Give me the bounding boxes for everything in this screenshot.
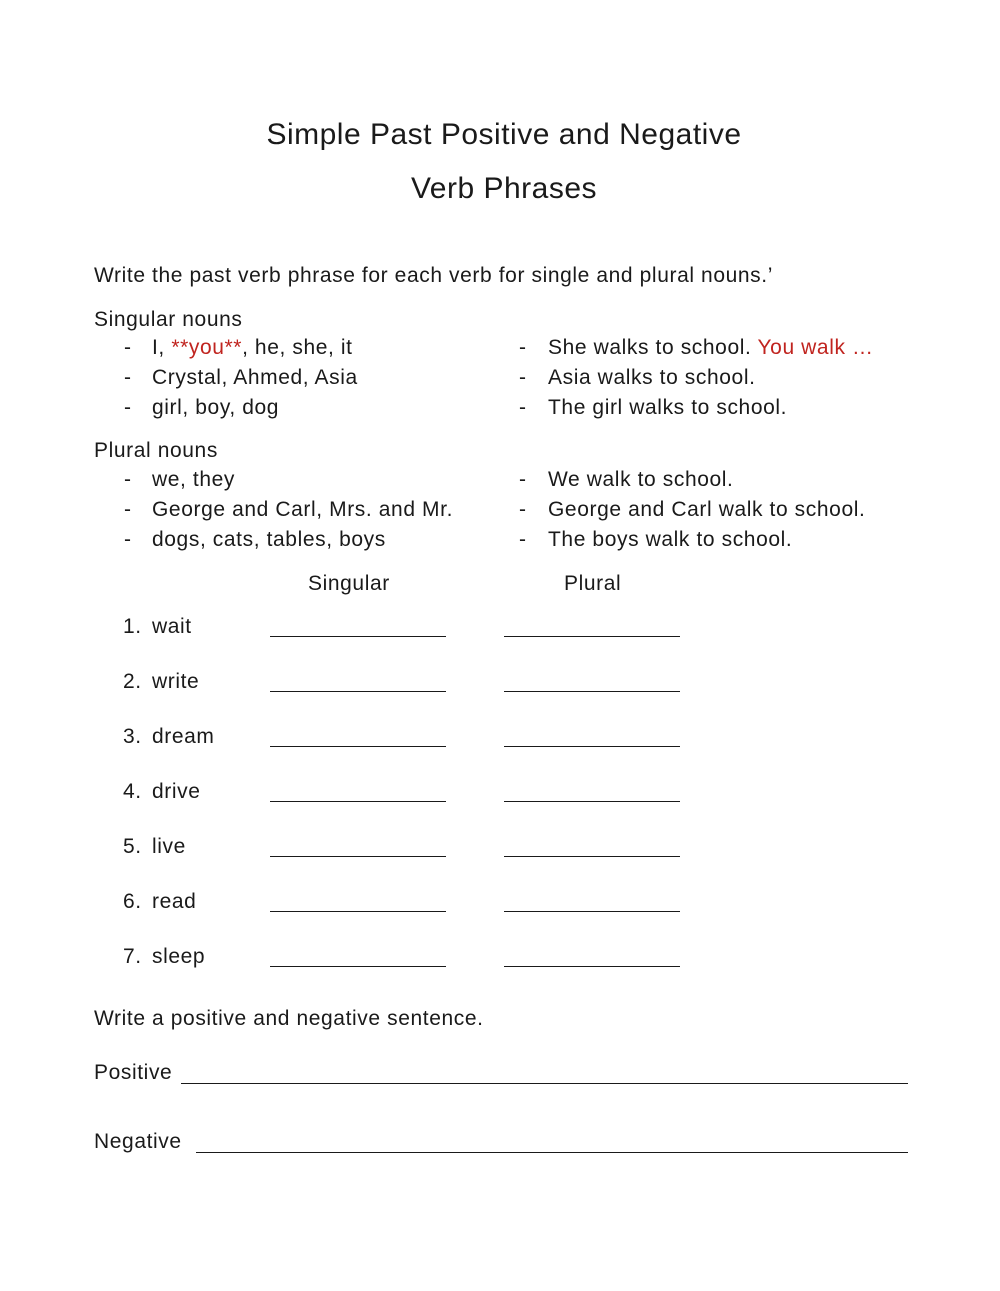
bullet: - <box>124 336 131 359</box>
verb-label: live <box>152 835 186 858</box>
singular-answer-blank[interactable] <box>270 746 446 747</box>
positive-label: Positive <box>94 1061 173 1084</box>
bullet: - <box>519 396 526 419</box>
singular-answer-blank[interactable] <box>270 856 446 857</box>
plural-answer-blank[interactable] <box>504 966 680 967</box>
singular-row-2-left: Crystal, Ahmed, Asia <box>152 366 358 389</box>
verb-label: write <box>152 670 200 693</box>
verb-label: sleep <box>152 945 206 968</box>
verb-number: 5. <box>123 835 142 858</box>
verb-label: wait <box>152 615 192 638</box>
singular-answer-blank[interactable] <box>270 966 446 967</box>
singular-row-3-left: girl, boy, dog <box>152 396 280 419</box>
bullet: - <box>124 498 131 521</box>
plural-heading: Plural nouns <box>94 439 218 462</box>
verb-number: 4. <box>123 780 142 803</box>
bullet: - <box>124 468 131 491</box>
instruction: Write the past verb phrase for each verb for single and plural nouns.’ <box>94 264 773 287</box>
bullet: - <box>519 528 526 551</box>
singular-row-1-left: I, **you**, he, she, it <box>152 336 353 359</box>
bullet: - <box>519 468 526 491</box>
negative-label: Negative <box>94 1130 182 1153</box>
plural-row-1-left: we, they <box>152 468 236 491</box>
singular-row-3-right: The girl walks to school. <box>548 396 788 419</box>
plural-row-1-right: We walk to school. <box>548 468 734 491</box>
verb-number: 6. <box>123 890 142 913</box>
plural-answer-blank[interactable] <box>504 636 680 637</box>
plural-row-2-right: George and Carl walk to school. <box>548 498 866 521</box>
page-subtitle: Verb Phrases <box>410 172 598 205</box>
bullet: - <box>519 336 526 359</box>
singular-answer-blank[interactable] <box>270 801 446 802</box>
plural-answer-blank[interactable] <box>504 746 680 747</box>
verb-number: 1. <box>123 615 142 638</box>
bullet: - <box>124 528 131 551</box>
verb-label: dream <box>152 725 215 748</box>
plural-row-3-left: dogs, cats, tables, boys <box>152 528 386 551</box>
verb-number: 3. <box>123 725 142 748</box>
singular-row-1-right: She walks to school. You walk … <box>548 336 874 359</box>
plural-answer-blank[interactable] <box>504 856 680 857</box>
positive-sentence-blank[interactable] <box>181 1083 908 1084</box>
plural-row-3-right: The boys walk to school. <box>548 528 793 551</box>
column-header-singular: Singular <box>308 572 390 595</box>
singular-answer-blank[interactable] <box>270 911 446 912</box>
verb-number: 7. <box>123 945 142 968</box>
plural-answer-blank[interactable] <box>504 691 680 692</box>
page-title: Simple Past Positive and Negative <box>266 118 742 151</box>
plural-answer-blank[interactable] <box>504 801 680 802</box>
bullet: - <box>519 498 526 521</box>
verb-number: 2. <box>123 670 142 693</box>
plural-answer-blank[interactable] <box>504 911 680 912</box>
singular-row-2-right: Asia walks to school. <box>548 366 756 389</box>
singular-answer-blank[interactable] <box>270 636 446 637</box>
verb-label: read <box>152 890 197 913</box>
bullet: - <box>124 396 131 419</box>
highlight-you-walk: You walk … <box>757 336 874 359</box>
plural-row-2-left: George and Carl, Mrs. and Mr. <box>152 498 454 521</box>
singular-heading: Singular nouns <box>94 308 243 331</box>
highlight-you: **you** <box>171 336 243 359</box>
bullet: - <box>124 366 131 389</box>
negative-sentence-blank[interactable] <box>196 1152 908 1153</box>
bullet: - <box>519 366 526 389</box>
sentence-instruction: Write a positive and negative sentence. <box>94 1007 484 1030</box>
verb-label: drive <box>152 780 201 803</box>
singular-answer-blank[interactable] <box>270 691 446 692</box>
column-header-plural: Plural <box>564 572 622 595</box>
